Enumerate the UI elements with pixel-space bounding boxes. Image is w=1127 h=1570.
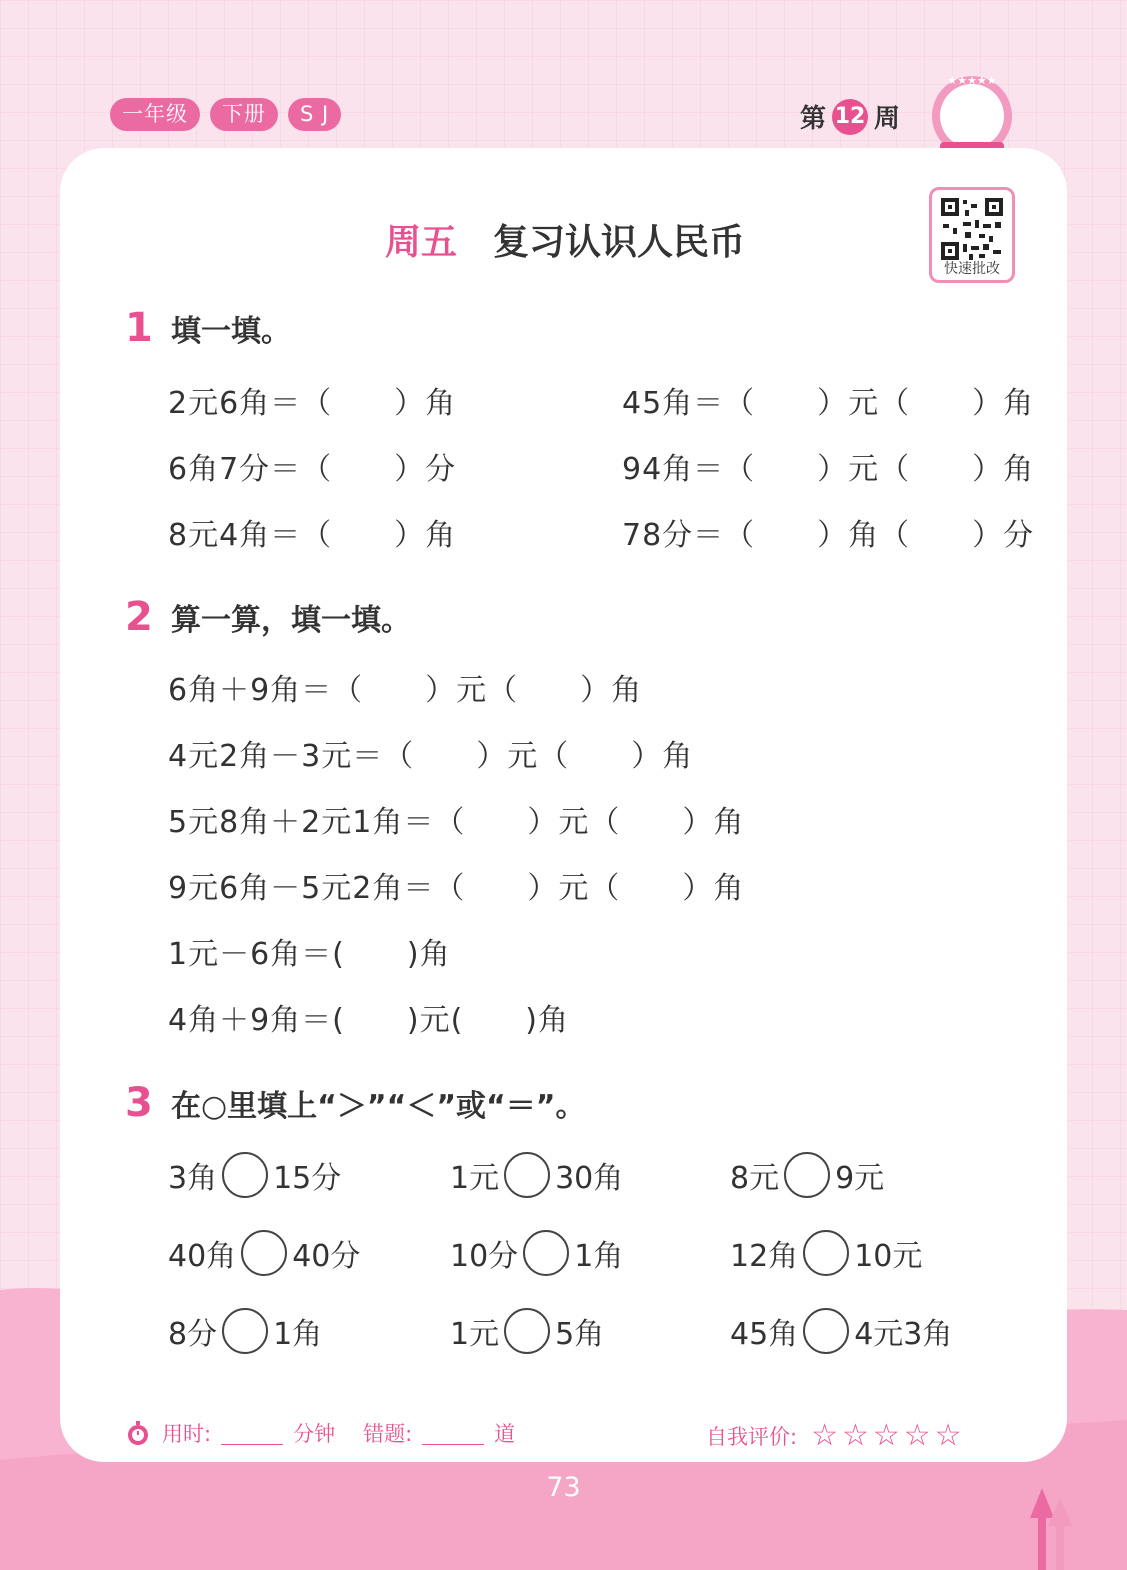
svg-text:★★★★★: ★★★★★: [947, 74, 997, 87]
compare-item: [450, 1152, 623, 1198]
qr-code[interactable]: [929, 187, 1015, 283]
compare-item: [730, 1230, 922, 1276]
compare-item: [450, 1230, 623, 1276]
footer-self-eval: [706, 1418, 966, 1453]
compare-left: 8分: [168, 1317, 218, 1352]
compare-item: [450, 1308, 604, 1354]
week-suffix: 周: [874, 104, 901, 134]
compare-item: [168, 1308, 322, 1354]
fill-line-3[interactable]: 6角7分＝（ ）分: [168, 452, 457, 487]
compare-right: 10元: [854, 1239, 923, 1274]
week-prefix: 第: [800, 104, 827, 134]
title-topic: 复习认识人民币: [493, 222, 746, 263]
volume-tag: 下册: [210, 98, 278, 131]
qr-code-icon: [939, 196, 1005, 262]
time-label: 用时:: [162, 1422, 212, 1446]
compare-circle[interactable]: [803, 1308, 849, 1354]
grade-tags: [110, 98, 341, 131]
qr-label: 快速批改: [944, 261, 1000, 277]
compare-left: 40角: [168, 1239, 237, 1274]
compare-left: 10分: [450, 1239, 519, 1274]
errors-label: 错题:: [363, 1422, 413, 1446]
compare-circle[interactable]: [784, 1152, 830, 1198]
rating-stars[interactable]: ☆☆☆☆☆: [811, 1418, 966, 1453]
calc-line-5[interactable]: 1元－6角＝( )角: [168, 937, 451, 972]
fill-line-2[interactable]: 45角＝（ ）元（ ）角: [622, 386, 1035, 421]
compare-item: [168, 1152, 341, 1198]
grade-tag: 一年级: [110, 98, 200, 131]
compare-right: 9元: [835, 1161, 885, 1196]
compare-circle[interactable]: [241, 1230, 287, 1276]
section-2-number: 2: [125, 594, 153, 640]
compare-circle[interactable]: [222, 1152, 268, 1198]
compare-left: 12角: [730, 1239, 799, 1274]
calc-line-4[interactable]: 9元6角－5元2角＝（ ）元（ ）角: [168, 871, 745, 906]
time-blank[interactable]: [221, 1422, 283, 1445]
compare-right: 5角: [555, 1317, 605, 1352]
section-3-title: 在○里填上“＞”“＜”或“＝”。: [171, 1089, 586, 1124]
fill-line-4[interactable]: 94角＝（ ）元（ ）角: [622, 452, 1035, 487]
title-day: 周五: [385, 222, 458, 263]
compare-right: 4元3角: [854, 1317, 953, 1352]
compare-left: 8元: [730, 1161, 780, 1196]
section-1-title: 填一填。: [171, 314, 291, 349]
arrow-up-icon: [1030, 1488, 1074, 1570]
time-unit: 分钟: [293, 1422, 336, 1446]
compare-left: 1元: [450, 1161, 500, 1196]
compare-circle[interactable]: [504, 1308, 550, 1354]
section-3-number: 3: [125, 1080, 153, 1126]
section-1-heading: [125, 305, 291, 351]
compare-left: 45角: [730, 1317, 799, 1352]
compare-circle[interactable]: [523, 1230, 569, 1276]
compare-left: 3角: [168, 1161, 218, 1196]
errors-unit: 道: [494, 1422, 516, 1446]
section-2-title: 算一算，填一填。: [171, 603, 411, 638]
compare-circle[interactable]: [803, 1230, 849, 1276]
section-3-heading: [125, 1080, 585, 1126]
compare-right: 40分: [292, 1239, 361, 1274]
calc-line-6[interactable]: 4角＋9角＝( )元( )角: [168, 1003, 569, 1038]
compare-item: [730, 1308, 952, 1354]
fill-line-1[interactable]: 2元6角＝（ ）角: [168, 386, 457, 421]
page-title: [385, 214, 745, 265]
compare-right: 15分: [273, 1161, 342, 1196]
compare-left: 1元: [450, 1317, 500, 1352]
fill-line-5[interactable]: 8元4角＝（ ）角: [168, 518, 457, 553]
calc-line-1[interactable]: 6角＋9角＝（ ）元（ ）角: [168, 673, 643, 708]
week-number: 12: [832, 99, 868, 135]
calc-line-3[interactable]: 5元8角＋2元1角＝（ ）元（ ）角: [168, 805, 745, 840]
section-2-heading: [125, 594, 411, 640]
edition-tag: S J: [288, 98, 341, 131]
compare-right: 1角: [273, 1317, 323, 1352]
compare-item: [168, 1230, 360, 1276]
compare-right: 1角: [574, 1239, 624, 1274]
page-number: 73: [546, 1472, 581, 1503]
stopwatch-icon: [124, 1419, 152, 1447]
compare-right: 30角: [555, 1161, 624, 1196]
week-indicator: [800, 98, 900, 135]
fill-line-6[interactable]: 78分＝（ ）角（ ）分: [622, 518, 1035, 553]
footer-time-errors: [124, 1418, 515, 1448]
errors-blank[interactable]: [422, 1422, 484, 1445]
section-1-number: 1: [125, 305, 153, 351]
compare-item: [730, 1152, 884, 1198]
eval-label: 自我评价:: [706, 1424, 798, 1449]
compare-circle[interactable]: [504, 1152, 550, 1198]
calc-line-2[interactable]: 4元2角－3元＝（ ）元（ ）角: [168, 739, 694, 774]
compare-circle[interactable]: [222, 1308, 268, 1354]
